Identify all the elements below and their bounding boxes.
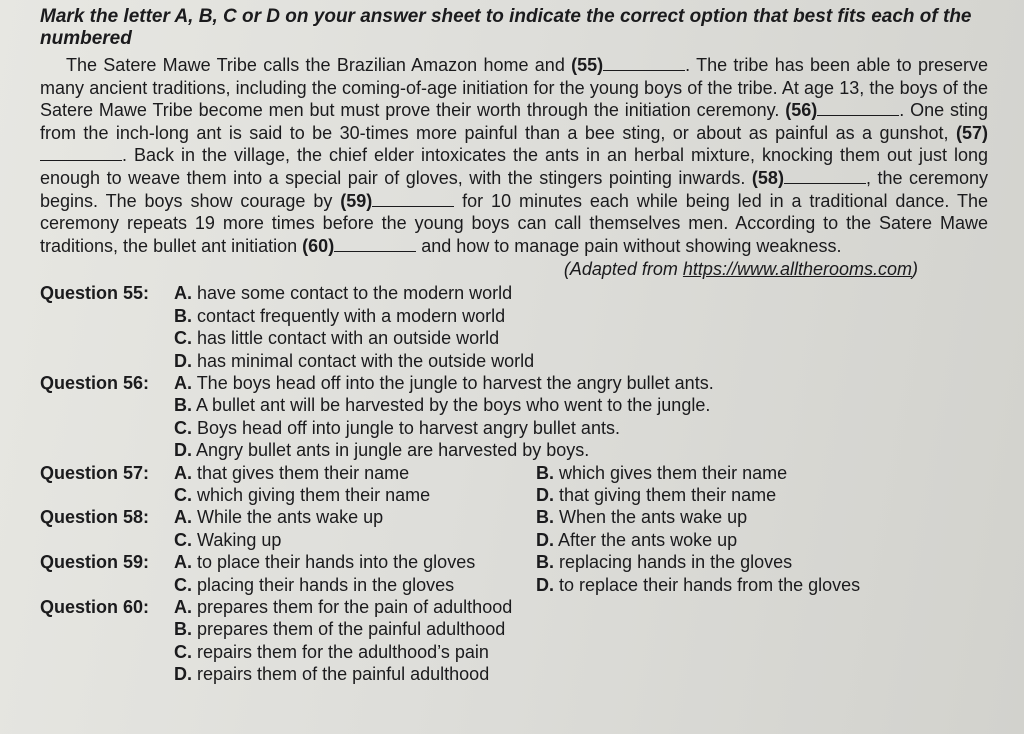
blank-56 bbox=[817, 101, 899, 116]
answer-option-c[interactable] bbox=[174, 484, 536, 506]
source-suffix: ) bbox=[912, 259, 918, 280]
answer-option-d[interactable] bbox=[174, 663, 896, 685]
answer-option-c[interactable] bbox=[174, 574, 536, 596]
question-label: Question 60: bbox=[40, 597, 150, 618]
question-label: Question 58: bbox=[40, 507, 150, 528]
blank-56-number: (56) bbox=[785, 100, 818, 121]
option-text: to replace their hands from the gloves bbox=[559, 574, 861, 595]
question-58 bbox=[40, 506, 988, 551]
option-text: While the ants wake up bbox=[197, 507, 384, 528]
option-letter: A. bbox=[174, 552, 192, 573]
option-text: that giving them their name bbox=[559, 485, 777, 505]
answer-option-a[interactable] bbox=[174, 551, 536, 573]
answer-option-d[interactable] bbox=[174, 350, 896, 372]
source-prefix: (Adapted from bbox=[563, 259, 683, 280]
passage-text-3: . One sting from the inch-long ant is said to be 30-times more painful than a bee sting, or about as painful as a gunshot, bbox=[40, 100, 989, 143]
option-text: A bullet ant will be harvested by the boys who went to the jungle. bbox=[196, 395, 711, 416]
answer-option-c[interactable] bbox=[174, 641, 896, 663]
blank-59 bbox=[372, 192, 454, 207]
option-letter: B. bbox=[174, 395, 192, 416]
option-letter: C. bbox=[174, 529, 192, 550]
label-spacer bbox=[40, 484, 174, 506]
answer-option-d[interactable] bbox=[536, 574, 896, 596]
answer-option-a[interactable] bbox=[174, 506, 536, 528]
option-text: replacing hands in the gloves bbox=[559, 552, 793, 573]
answer-option-c[interactable] bbox=[174, 417, 896, 439]
label-spacer bbox=[40, 618, 174, 640]
label-spacer bbox=[40, 350, 174, 372]
option-letter: D. bbox=[174, 440, 192, 461]
option-letter: A. bbox=[174, 462, 192, 483]
blank-55-number: (55) bbox=[571, 55, 604, 75]
answer-option-a[interactable] bbox=[174, 372, 896, 394]
option-letter: D. bbox=[174, 664, 192, 685]
question-label: Question 59: bbox=[40, 552, 150, 573]
answer-option-b[interactable] bbox=[536, 551, 896, 573]
label-spacer bbox=[40, 641, 174, 663]
passage-text-6: for 10 minutes each while being led in a traditional dance. The ceremony repeats 19 more times before the young boys can call themselves men. According to the Satere Mawe traditions, the bullet ant initiation bbox=[40, 190, 989, 256]
answer-option-b[interactable] bbox=[174, 394, 896, 416]
answer-option-d[interactable] bbox=[174, 439, 896, 461]
option-letter: C. bbox=[174, 485, 192, 505]
option-letter: A. bbox=[174, 372, 192, 393]
answer-option-d[interactable] bbox=[536, 484, 896, 506]
answer-option-b[interactable] bbox=[174, 305, 896, 327]
option-text: After the ants woke up bbox=[558, 529, 738, 550]
answer-option-b[interactable] bbox=[174, 618, 896, 640]
answer-option-a[interactable] bbox=[174, 282, 896, 304]
option-letter: D. bbox=[174, 350, 192, 371]
answer-option-a[interactable] bbox=[174, 596, 896, 618]
label-spacer bbox=[40, 327, 174, 349]
option-letter: A. bbox=[174, 283, 192, 304]
option-letter: D. bbox=[536, 574, 554, 595]
blank-60 bbox=[334, 237, 416, 252]
source-citation bbox=[40, 258, 918, 280]
question-label: Question 57: bbox=[40, 462, 150, 483]
option-text: Waking up bbox=[197, 529, 282, 550]
option-text: to place their hands into the gloves bbox=[197, 552, 476, 573]
option-text: contact frequently with a modern world bbox=[197, 305, 506, 326]
option-letter: D. bbox=[536, 485, 554, 505]
option-text: which gives them their name bbox=[559, 462, 788, 483]
option-text: have some contact to the modern world bbox=[197, 283, 513, 304]
answer-option-b[interactable] bbox=[536, 506, 896, 528]
blank-58 bbox=[784, 169, 866, 184]
passage-text-7: and how to manage pain without showing weakness. bbox=[416, 235, 842, 256]
option-letter: C. bbox=[174, 574, 192, 595]
option-text: which giving them their name bbox=[197, 485, 431, 505]
source-link[interactable]: https://www.alltherooms.com bbox=[682, 259, 912, 280]
label-spacer bbox=[40, 663, 174, 685]
blank-59-number: (59) bbox=[340, 190, 373, 211]
option-letter: B. bbox=[174, 619, 192, 640]
label-spacer bbox=[40, 529, 174, 551]
blank-55 bbox=[603, 56, 685, 71]
question-label: Question 55: bbox=[40, 283, 150, 304]
blank-57 bbox=[40, 146, 122, 161]
answer-option-a[interactable] bbox=[174, 462, 536, 484]
reading-passage bbox=[40, 54, 988, 257]
option-text: that gives them their name bbox=[197, 462, 410, 483]
instructions: Mark the letter A, B, C or D on your answer sheet to indicate the correct option that best fits each of the numbered bbox=[40, 6, 972, 49]
option-letter: D. bbox=[536, 529, 554, 550]
option-text: has minimal contact with the outside world bbox=[197, 350, 535, 371]
option-letter: A. bbox=[174, 507, 192, 528]
blank-60-number: (60) bbox=[302, 235, 335, 256]
question-57 bbox=[40, 462, 988, 507]
passage-text-1: The Satere Mawe Tribe calls the Brazilian Amazon home and bbox=[66, 55, 572, 75]
question-55 bbox=[40, 282, 988, 372]
blank-58-number: (58) bbox=[751, 167, 784, 188]
answer-option-c[interactable] bbox=[174, 327, 896, 349]
label-spacer bbox=[40, 417, 174, 439]
passage-text-4: . Back in the village, the chief elder intoxicates the ants in an herbal mixture, knocking them out just long enough to weave them into a special pair of gloves, with the stingers pointing inwards. bbox=[40, 145, 988, 188]
answer-option-d[interactable] bbox=[536, 529, 896, 551]
label-spacer bbox=[40, 574, 174, 596]
option-text: repairs them for the adulthood’s pain bbox=[197, 641, 489, 662]
blank-57-number: (57) bbox=[955, 122, 988, 143]
passage-text-5: , the ceremony begins. The boys show courage by bbox=[40, 167, 988, 211]
option-letter: B. bbox=[174, 305, 192, 326]
label-spacer bbox=[40, 439, 174, 461]
option-letter: C. bbox=[174, 328, 192, 349]
option-letter: B. bbox=[536, 552, 554, 573]
question-59 bbox=[40, 551, 988, 596]
option-text: prepares them for the pain of adulthood bbox=[197, 597, 513, 618]
option-letter: B. bbox=[536, 507, 554, 528]
answer-option-c[interactable] bbox=[174, 529, 536, 551]
question-60 bbox=[40, 596, 988, 686]
question-list bbox=[40, 282, 988, 685]
passage-text-2: . The tribe has been able to preserve many ancient traditions, including the coming-of-age initiation for the young boys of the tribe. At age 13, the boys of the Satere Mawe Tribe become men but must prove their worth through the initiation ceremony. bbox=[40, 55, 989, 121]
option-text: placing their hands in the gloves bbox=[197, 574, 455, 595]
question-label: Question 56: bbox=[40, 372, 150, 393]
option-letter: C. bbox=[174, 641, 192, 662]
answer-option-b[interactable] bbox=[536, 462, 896, 484]
option-letter: B. bbox=[536, 462, 554, 483]
option-letter: A. bbox=[174, 597, 192, 618]
option-text: prepares them of the painful adulthood bbox=[197, 619, 506, 640]
option-text: Boys head off into jungle to harvest angry bullet ants. bbox=[197, 417, 620, 438]
label-spacer bbox=[40, 394, 174, 416]
option-text: has little contact with an outside world bbox=[197, 328, 500, 349]
question-56 bbox=[40, 372, 988, 462]
label-spacer bbox=[40, 305, 174, 327]
option-text: The boys head off into the jungle to harvest the angry bullet ants. bbox=[196, 372, 714, 393]
option-letter: C. bbox=[174, 417, 192, 438]
option-text: When the ants wake up bbox=[559, 507, 748, 528]
option-text: repairs them of the painful adulthood bbox=[197, 664, 490, 685]
option-text: Angry bullet ants in jungle are harvested by boys. bbox=[196, 440, 590, 461]
